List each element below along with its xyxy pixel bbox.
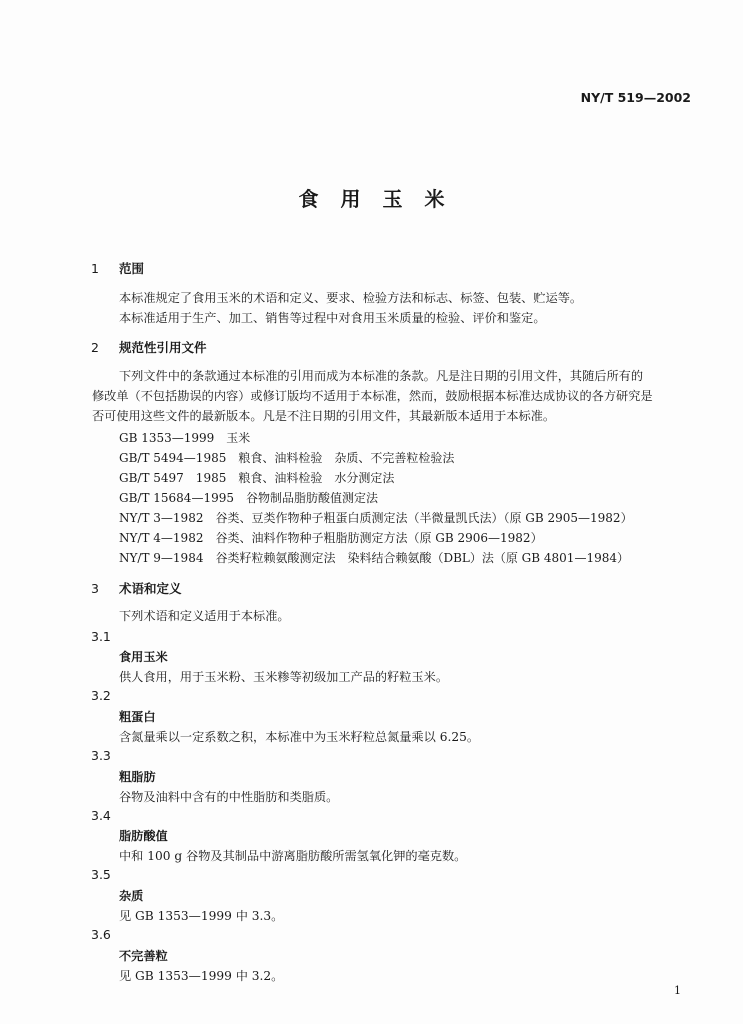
reference-item: GB/T 5494—1985 粮食、油料检验 杂质、不完善粒检验法 — [119, 451, 455, 465]
term-definition: 中和 100 g 谷物及其制品中游离脂肪酸所需氢氧化钾的毫克数。 — [119, 849, 467, 863]
term-number: 3.6 — [91, 927, 111, 942]
section-1-paragraph-2: 本标准适用于生产、加工、销售等过程中对食用玉米质量的检验、评价和鉴定。 — [119, 311, 546, 325]
term-number: 3.5 — [91, 867, 111, 882]
term-name: 食用玉米 — [119, 650, 168, 664]
reference-item: NY/T 4—1982 谷类、油料作物种子粗脂肪测定方法（原 GB 2906—1982） — [119, 531, 543, 545]
standard-number: NY/T 519—2002 — [580, 90, 691, 105]
term-name: 粗蛋白 — [119, 710, 156, 724]
term-definition: 谷物及油料中含有的中性脂肪和类脂质。 — [119, 790, 339, 804]
term-definition: 含氮量乘以一定系数之积，本标准中为玉米籽粒总氮量乘以 6.25。 — [119, 730, 480, 744]
term-number: 3.1 — [91, 629, 111, 644]
reference-item: NY/T 3—1982 谷类、豆类作物种子粗蛋白质测定法（半微量凯氏法）（原 GB 2905—1982） — [119, 511, 633, 525]
section-title: 规范性引用文件 — [119, 340, 207, 355]
section-number: 1 — [91, 261, 99, 276]
term-definition: 见 GB 1353—1999 中 3.2。 — [119, 969, 284, 983]
section-1-heading — [91, 259, 144, 277]
term-name: 脂肪酸值 — [119, 829, 168, 843]
section-3-intro: 下列术语和定义适用于本标准。 — [119, 609, 290, 623]
section-title: 术语和定义 — [119, 581, 182, 596]
section-2-heading — [91, 338, 207, 356]
section-2-intro-line-1: 下列文件中的条款通过本标准的引用而成为本标准的条款。凡是注日期的引用文件，其随后所有的 — [119, 369, 644, 383]
reference-item: GB/T 15684—1995 谷物制品脂肪酸值测定法 — [119, 491, 378, 505]
term-name: 粗脂肪 — [119, 770, 156, 784]
term-definition: 见 GB 1353—1999 中 3.3。 — [119, 909, 284, 923]
section-number: 3 — [91, 581, 99, 596]
term-name: 不完善粒 — [119, 949, 168, 963]
reference-item: GB/T 5497 1985 粮食、油料检验 水分测定法 — [119, 471, 395, 485]
term-number: 3.2 — [91, 688, 111, 703]
reference-item: NY/T 9—1984 谷类籽粒赖氨酸测定法 染料结合赖氨酸（DBL）法（原 GB 4801—1984） — [119, 551, 629, 565]
document-title: 食用玉米 — [298, 187, 467, 211]
section-number: 2 — [91, 340, 99, 355]
term-definition: 供人食用，用于玉米粉、玉米糁等初级加工产品的籽粒玉米。 — [119, 670, 449, 684]
section-3-heading — [91, 579, 182, 597]
term-number: 3.3 — [91, 748, 111, 763]
section-1-paragraph-1: 本标准规定了食用玉米的术语和定义、要求、检验方法和标志、标签、包装、贮运等。 — [119, 291, 583, 305]
reference-item: GB 1353—1999 玉米 — [119, 431, 251, 445]
section-2-intro-line-3: 否可使用这些文件的最新版本。凡是不注日期的引用文件，其最新版本适用于本标准。 — [92, 409, 556, 423]
section-2-intro-line-2: 修改单（不包括勘误的内容）或修订版均不适用于本标准，然而，鼓励根据本标准达成协议的各方研究是 — [92, 389, 653, 403]
page-number: 1 — [674, 984, 681, 997]
term-number: 3.4 — [91, 808, 111, 823]
term-name: 杂质 — [119, 889, 144, 903]
section-title: 范围 — [119, 261, 145, 276]
